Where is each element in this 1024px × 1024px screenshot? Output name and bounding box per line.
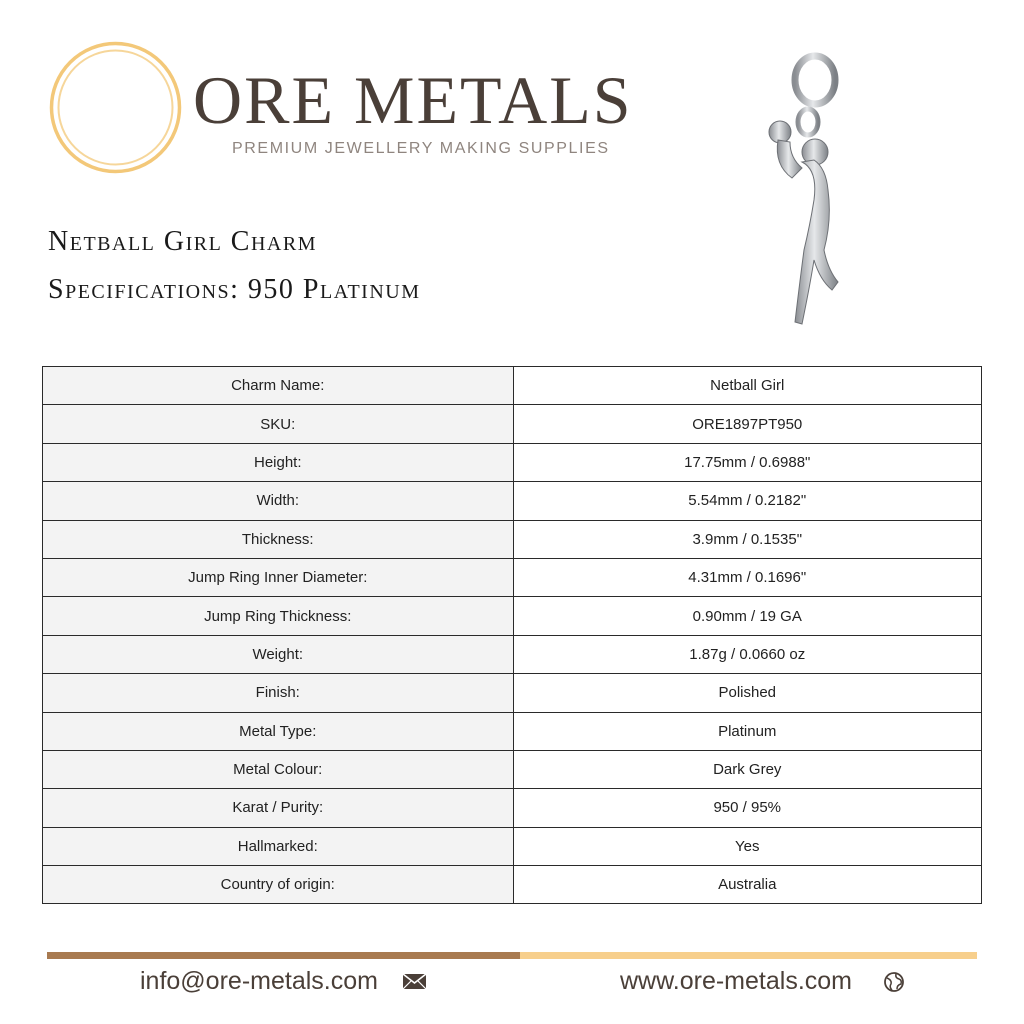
spec-label: Metal Type: (43, 712, 514, 750)
spec-value: 1.87g / 0.0660 oz (513, 635, 982, 673)
spec-value: 950 / 95% (513, 789, 982, 827)
footer-bar-left (47, 952, 520, 959)
specifications-table (42, 366, 982, 904)
spec-value: Dark Grey (513, 750, 982, 788)
spec-label: Finish: (43, 674, 514, 712)
spec-value: Platinum (513, 712, 982, 750)
spec-label: Width: (43, 482, 514, 520)
table-row (43, 750, 982, 788)
table-row (43, 520, 982, 558)
table-row (43, 482, 982, 520)
spec-label: Country of origin: (43, 866, 514, 904)
footer-bar-right (520, 952, 977, 959)
spec-value: Australia (513, 866, 982, 904)
product-specification: Specifications: 950 Platinum (48, 274, 421, 305)
table-row (43, 367, 982, 405)
table-row (43, 558, 982, 596)
table-row (43, 597, 982, 635)
contact-email[interactable]: info@ore-metals.com (140, 967, 378, 995)
product-title: Netball Girl Charm (48, 226, 317, 257)
ore-metals-logo (48, 40, 183, 175)
spec-value: 5.54mm / 0.2182" (513, 482, 982, 520)
table-row (43, 789, 982, 827)
spec-label: Hallmarked: (43, 827, 514, 865)
spec-label: SKU: (43, 405, 514, 443)
globe-icon (883, 971, 905, 993)
spec-label: Charm Name: (43, 367, 514, 405)
spec-value: Netball Girl (513, 367, 982, 405)
spec-value: Polished (513, 674, 982, 712)
table-row (43, 674, 982, 712)
table-row (43, 827, 982, 865)
spec-label: Jump Ring Thickness: (43, 597, 514, 635)
envelope-icon (402, 973, 427, 990)
brand-name: ORE METALS (193, 62, 633, 138)
table-row (43, 866, 982, 904)
spec-value: 4.31mm / 0.1696" (513, 558, 982, 596)
table-row (43, 405, 982, 443)
spec-value: 3.9mm / 0.1535" (513, 520, 982, 558)
spec-value: ORE1897PT950 (513, 405, 982, 443)
brand-tagline: PREMIUM JEWELLERY MAKING SUPPLIES (232, 140, 610, 157)
spec-label: Height: (43, 443, 514, 481)
spec-value: 17.75mm / 0.6988" (513, 443, 982, 481)
spec-label: Metal Colour: (43, 750, 514, 788)
spec-label: Thickness: (43, 520, 514, 558)
spec-label: Weight: (43, 635, 514, 673)
spec-value: Yes (513, 827, 982, 865)
table-row (43, 712, 982, 750)
spec-value: 0.90mm / 19 GA (513, 597, 982, 635)
table-row (43, 635, 982, 673)
website-link[interactable]: www.ore-metals.com (620, 967, 852, 995)
spec-label: Karat / Purity: (43, 789, 514, 827)
table-row (43, 443, 982, 481)
spec-label: Jump Ring Inner Diameter: (43, 558, 514, 596)
netball-girl-charm-image (740, 50, 860, 335)
